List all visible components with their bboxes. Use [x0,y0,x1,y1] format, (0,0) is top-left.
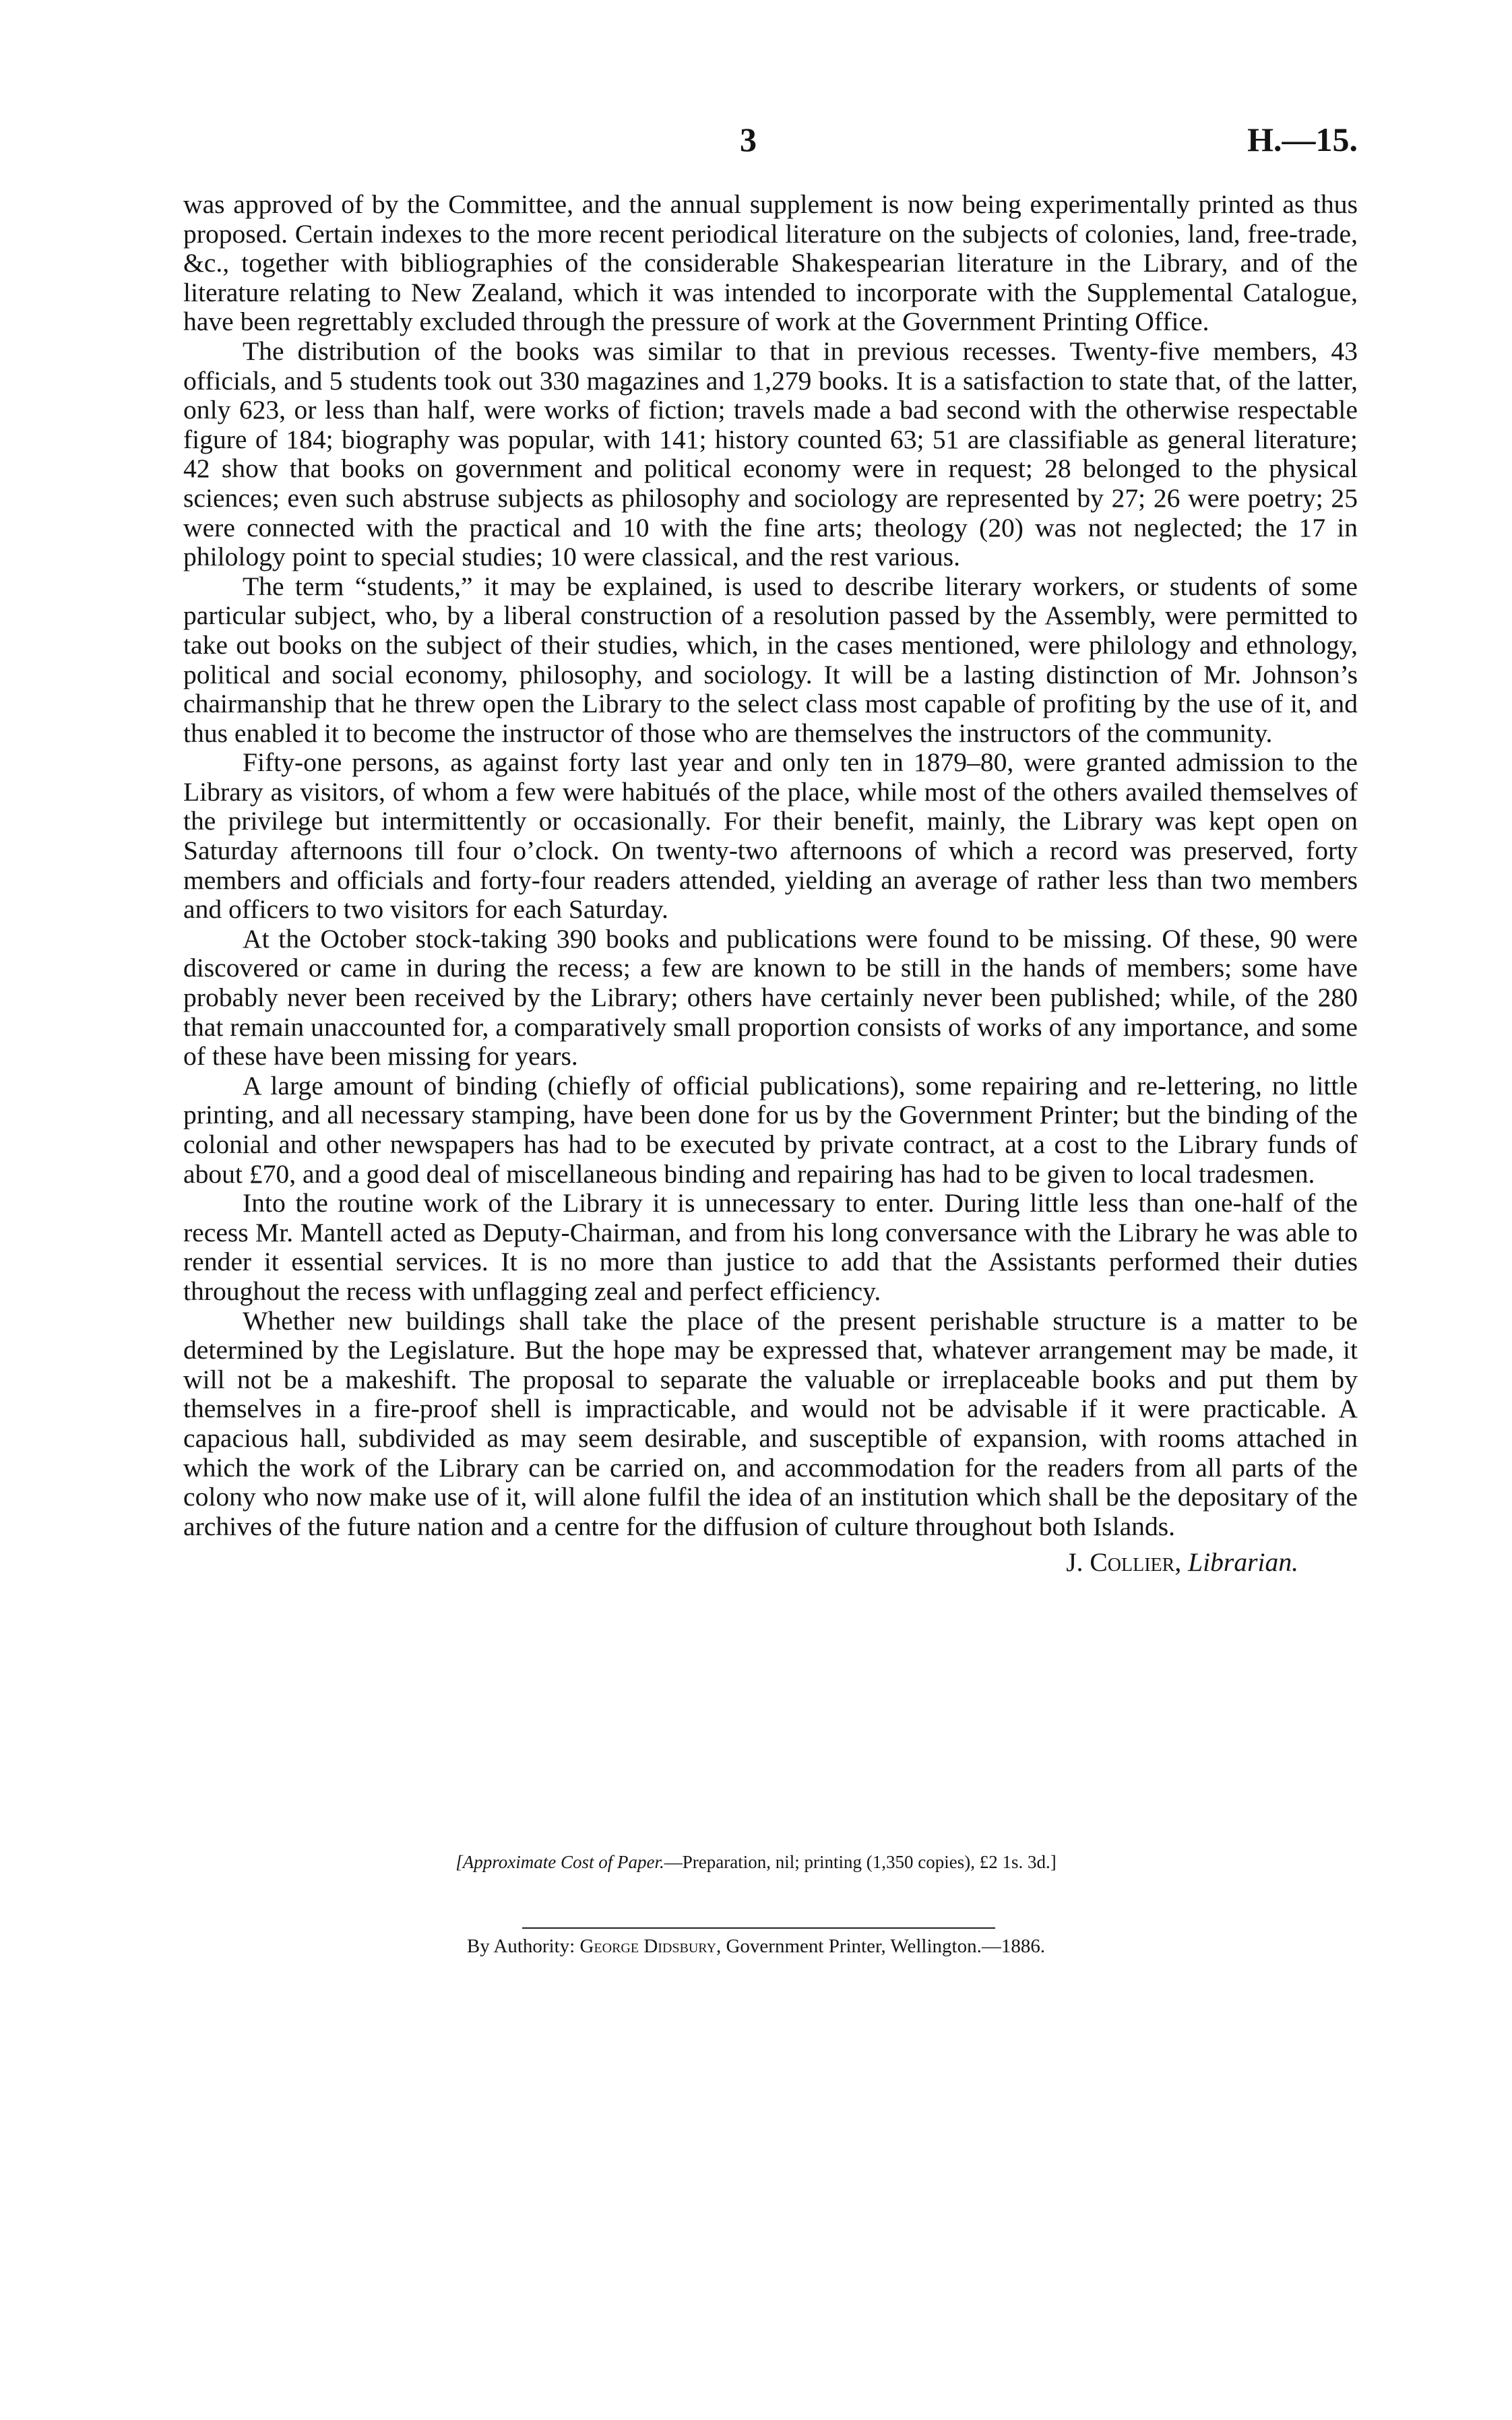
paragraph-routine-work: Into the routine work of the Library it is unnecessary to enter. During little less than one-half of the recess Mr. Mantell acted as Deputy-Chairman, and from his long conversance with the Library he was able to render it essential services. It is no more than justice to add that the Assistants performed their duties throughout the recess with unflagging zeal and perfect efficiency. [183,1188,1358,1306]
paragraph-stock-taking: At the October stock-taking 390 books and publications were found to be missing. Of these, 90 were discovered or came in during the recess; a few are known to be still in the hands of members; some have probably never been received by the Library; others have certainly never been published; while, of the 280 that remain unaccounted for, a comparatively small proportion consists of works of any importance, and some of these have been missing for years. [183,923,1358,1072]
divider-rule [522,1927,995,1929]
cost-note-label: [Approximate Cost of Paper. [455,1852,664,1872]
imprint-prefix: By Authority: [466,1935,575,1957]
signature-name: J. Collier, [1066,1547,1182,1578]
paragraph-distribution: The distribution of the books was similar to that in previous recesses. Twenty-five members, 43 officials, and 5 students took out 330 magazines and 1,279 books. It is a satisfaction to state that, of the latter, only 623, or less than half, were works of fiction; travels made a bad second with the otherwise respectable figure of 184; biography was popular, with 141; history counted 63; 51 are classifiable as general literature; 42 show that books on government and political economy were in request; 28 belonged to the physical sciences; even such abstruse subjects as philosophy and sociology are represented by 27; 26 were poetry; 25 were connected with the practical and 10 with the fine arts; theology (20) was not neglected; the 17 in philology point to special studies; 10 were classical, and the rest various. [183,336,1358,572]
paragraph-students: The term “students,” it may be explained, is used to describe literary workers, or students of some particular subject, who, by a liberal construction of a resolution passed by the Assembly, were permitted to take out books on the subject of their studies, which, in the cases mentioned, were philology and ethnology, political and social economy, philosophy, and sociology. It will be a lasting distinction of Mr. Johnson’s chairmanship that he threw open the Library to the select class most capable of profiting by the use of it, and thus enabled it to become the instructor of those who are themselves the instructors of the community. [183,571,1358,748]
document-reference: H.—15. [1247,121,1358,158]
cost-note [0,1852,1512,1873]
page-number: 3 [740,121,757,158]
paragraph-new-buildings: Whether new buildings shall take the place of the present perishable structure is a matter to be determined by the Legislature. But the hope may be expressed that, whatever arrangement may be made, it will not be a makeshift. The proposal to separate the valuable or irreplaceable books and put them by themselves in a fire-proof shell is impracticable, and would not be advisable if it were practicable. A capacious hall, subdivided as may seem desirable, and susceptible of expansion, with rooms attached in which the work of the Library can be carried on, and accommodation for the readers from all parts of the colony who now make use of it, will alone fulfil the idea of an institution which shall be the depositary of the archives of the future nation and a centre for the diffusion of culture throughout both Islands. [183,1305,1358,1541]
paragraph-visitors: Fifty-one persons, as against forty last year and only ten in 1879–80, were granted admission to the Library as visitors, of whom a few were habitués of the place, while most of the others availed themselves of the privilege but intermittently or occasionally. For their benefit, mainly, the Library was kept open on Saturday afternoons till four o’clock. On twenty-two afternoons of which a record was preserved, forty members and officials and forty-four readers attended, yielding an average of rather less than two members and officers to two visitors for each Saturday. [183,747,1358,925]
signature-title: Librarian. [1188,1547,1298,1578]
imprint [0,1935,1512,1958]
report-body [183,190,1358,1578]
signature [183,1548,1358,1578]
paragraph-binding: A large amount of binding (chiefly of official publications), some repairing and re-lettering, no little printing, and all necessary stamping, have been done for us by the Government Printer; but the binding of the colonial and other newspapers has had to be executed by private contract, at a cost to the Library funds of about £70, and a good deal of miscellaneous binding and repairing has had to be given to local tradesmen. [183,1070,1358,1189]
imprint-printer: George Didsbury, [579,1935,722,1957]
paragraph-catalogue: was approved of by the Committee, and the annual supplement is now being experimentally printed as thus proposed. Certain indexes to the more recent periodical literature on the subjects of colonies, land, free-trade, &c., together with bibliographies of the considerable Shakespearian literature in the Library, and of the literature relating to New Zealand, which it was intended to incorporate with the Supplemental Catalogue, have been regrettably excluded through the pressure of work at the Government Printing Office. [183,189,1358,337]
imprint-suffix: Government Printer, Wellington.—1886. [726,1935,1046,1957]
cost-note-text: —Preparation, nil; printing (1,350 copies), £2 1s. 3d.] [664,1852,1057,1872]
